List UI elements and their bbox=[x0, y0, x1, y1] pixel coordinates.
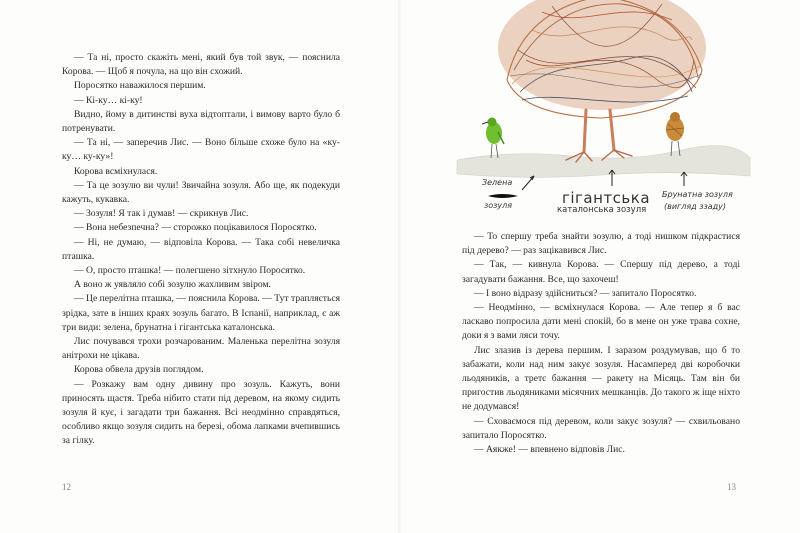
paragraph: — Це перелітна пташка, — пояснила Корова. — Тут трапляється зрідка, зате в інших краях зозуль багато. В Іспанії, наприклад, є аж три види: зелена, брунатна і гігантська каталонська. bbox=[62, 293, 340, 333]
left-page-text bbox=[62, 51, 340, 449]
paragraph: — І воно відразу здійсниться? — запитало Поросятко. bbox=[474, 287, 697, 299]
paragraph: Лис почувався трохи розчарованим. Маленька перелітна зозуля анітрохи не цікава. bbox=[62, 336, 340, 362]
green-cuckoo-label-2: зозуля bbox=[484, 201, 513, 210]
paragraph: — То спершу треба знайти зозулю, а тоді нишком підкрастися під дерево? — раз зацікавився Лис. bbox=[462, 231, 740, 257]
giant-cuckoo bbox=[498, 0, 706, 118]
paragraph: Лис злазив із дерева першим. І заразом роздумував, що б то забажати, коли над ним закує зозуля. Насамперед дві коробочки льодяників, а третє бажання — ракету на Місяць. Там він би пригостив льодяниками місячних мешканців. До такого ж іще ніхто не додумався! bbox=[462, 344, 740, 413]
paragraph: — Аякже! — впевнено відповів Лис. bbox=[474, 444, 625, 456]
ink-blot bbox=[488, 194, 518, 198]
page-number: 13 bbox=[727, 482, 736, 492]
green-cuckoo-label: Зелена bbox=[482, 178, 513, 187]
paragraph: — Неодмінно, — всміхнулася Корова. — Але тепер я б вас ласкаво попросила дати мені спокій, бо в мене он уже трава сохне, доки я з вами ляси точу. bbox=[462, 302, 740, 342]
brown-cuckoo-label-2: (вигляд ззаду) bbox=[664, 202, 727, 211]
green-cuckoo bbox=[482, 118, 504, 159]
paragraph: — Так, — кивнула Корова. — Спершу під дерево, а тоді загадувати бажання. Все, що захочеш! bbox=[462, 259, 740, 285]
paragraph: — Кі-ку… кі-ку! bbox=[74, 94, 143, 106]
paragraph: — Розкажу вам одну дивину про зозуль. Кажуть, вони приносять щастя. Треба нібито стати під деревом, на якому сидить зозуля й кує, і загадати три бажання. Всі неодмінно справдяться, особливо якщо зозуля сидить на березі, обома лапками вчепившись за гілку. bbox=[62, 378, 340, 447]
paragraph: Корова обвела друзів поглядом. bbox=[74, 364, 204, 376]
paragraph: — Зозуля! Я так і думав! — скрикнув Лис. bbox=[74, 208, 249, 220]
paragraph: Корова всміхнулася. bbox=[74, 165, 158, 177]
right-page-text bbox=[462, 230, 740, 457]
giant-cuckoo-legs bbox=[584, 110, 614, 152]
paragraph: — О, просто пташка! — полегшено зітхнуло Поросятко. bbox=[74, 265, 306, 277]
brown-cuckoo bbox=[666, 112, 684, 156]
paragraph: — Та ні, — заперечив Лис. — Воно більше схоже було на «ку-ку… ку-ку»! bbox=[62, 137, 340, 163]
paragraph: — Сховаємося під деревом, коли закує зозуля? — схвильовано запитало Поросятко. bbox=[462, 415, 740, 441]
paragraph: — Та ні, просто скажіть мені, який був той звук, — пояснила Корова. — Щоб я почула, на що він схожий. bbox=[62, 52, 340, 78]
paragraph: — Ні, не думаю, — відповіла Корова. — Така собі невеличка пташка. bbox=[62, 236, 340, 262]
paragraph: — Вона небезпечна? — сторожко поцікавилося Поросятко. bbox=[74, 222, 317, 234]
paragraph: Видно, йому в дитинстві вуха відтоптали, і вимову варто було б потренувати. bbox=[62, 108, 340, 135]
paragraph: А воно ж уявляло собі зозулю жахливим звіром. bbox=[74, 279, 271, 291]
giant-cuckoo-label: гігантська bbox=[562, 189, 651, 207]
ground-strip bbox=[457, 146, 750, 178]
brown-cuckoo-label: Брунатна зозуля bbox=[662, 190, 733, 199]
page-number: 12 bbox=[62, 482, 71, 492]
giant-cuckoo-label-2: каталонська зозуля bbox=[557, 205, 647, 215]
paragraph: Поросятко наважилося першим. bbox=[74, 80, 206, 92]
paragraph: — Та це зозулю ви чули! Звичайна зозуля. Або ще, як подекуди кажуть, кукавка. bbox=[62, 179, 340, 206]
